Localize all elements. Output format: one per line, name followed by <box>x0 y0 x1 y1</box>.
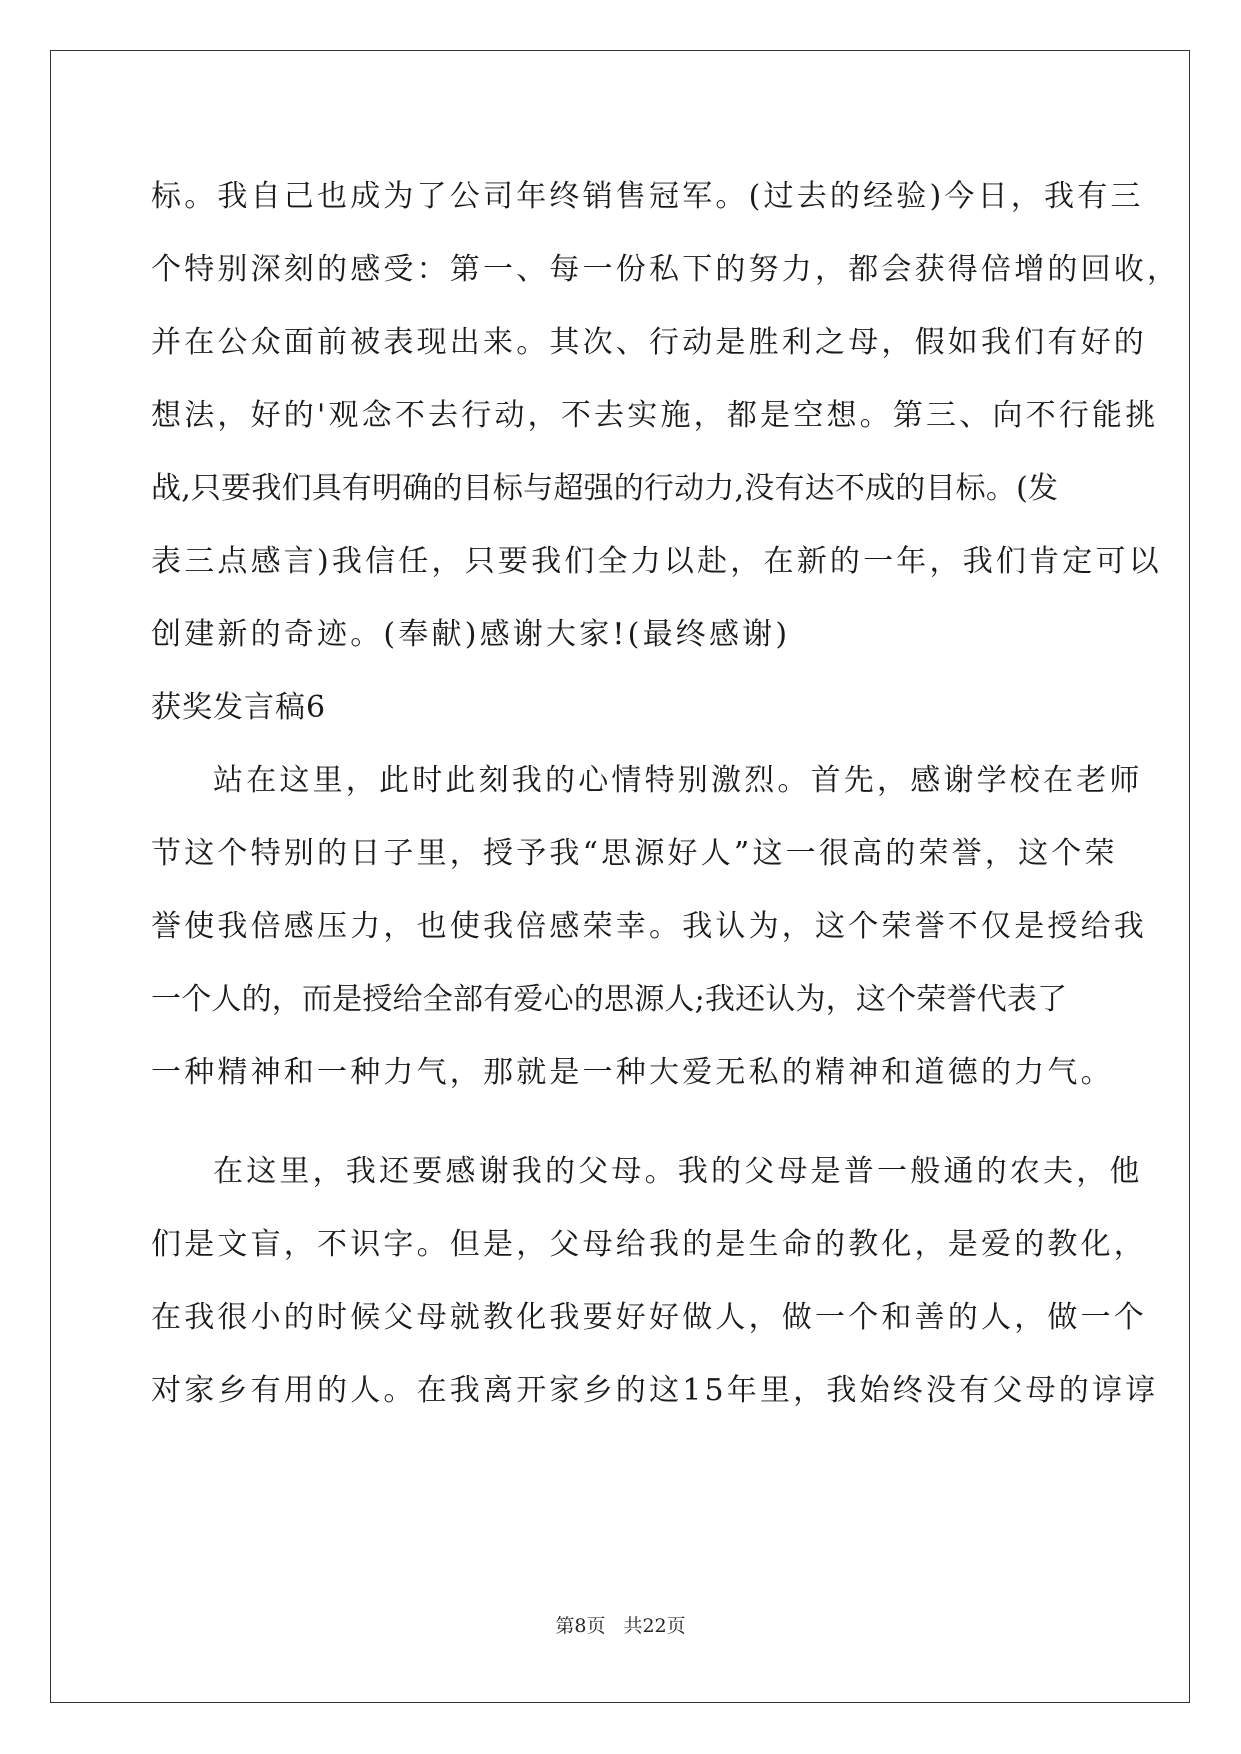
text-line: 在我很小的时候父母就教化我要好好做人，做一个和善的人，做一个 <box>151 1300 1147 1335</box>
page-footer <box>0 1611 1241 1638</box>
section-heading: 获奖发言稿6 <box>151 690 327 725</box>
text-line: 战,只要我们具有明确的目标与超强的行动力,没有达不成的目标。(发 <box>151 471 1059 506</box>
paragraph-gap <box>151 1109 1091 1135</box>
text-line: 想法，好的'观念不去行动，不去实施，都是空想。第三、向不行能挑 <box>151 398 1159 433</box>
text-line: 节这个特别的日子里，授予我“思源好人”这一很高的荣誉，这个荣 <box>151 836 1118 871</box>
document-body <box>151 160 1181 1427</box>
text-line: 在这里，我还要感谢我的父母。我的父母是普一般通的农夫，他 <box>213 1154 1143 1189</box>
text-line: 誉使我倍感压力，也使我倍感荣幸。我认为，这个荣誉不仅是授给我 <box>151 909 1147 944</box>
text-line: 创建新的奇迹。(奉献)感谢大家!(最终感谢) <box>151 617 791 652</box>
text-line: 对家乡有用的人。在我离开家乡的这15年里，我始终没有父母的谆谆 <box>151 1373 1159 1408</box>
page-number: 第8页 <box>555 1615 606 1637</box>
text-line: 个特别深刻的感受：第一、每一份私下的努力，都会获得倍增的回收， <box>151 252 1181 287</box>
text-line: 标。我自己也成为了公司年终销售冠军。(过去的经验)今日，我有三 <box>151 179 1144 214</box>
text-line: 们是文盲，不识字。但是，父母给我的是生命的教化，是爱的教化， <box>151 1227 1147 1262</box>
text-line: 一个人的，而是授给全部有爱心的思源人;我还认为，这个荣誉代表了 <box>151 982 1068 1017</box>
text-line: 一种精神和一种力气，那就是一种大爱无私的精神和道德的力气。 <box>151 1055 1114 1090</box>
text-line: 表三点感言)我信任，只要我们全力以赴，在新的一年，我们肯定可以 <box>151 544 1162 579</box>
text-line: 站在这里，此时此刻我的心情特别激烈。首先，感谢学校在老师 <box>213 763 1143 798</box>
page-total: 共22页 <box>623 1615 686 1637</box>
text-line: 并在公众面前被表现出来。其次、行动是胜利之母，假如我们有好的 <box>151 325 1147 360</box>
